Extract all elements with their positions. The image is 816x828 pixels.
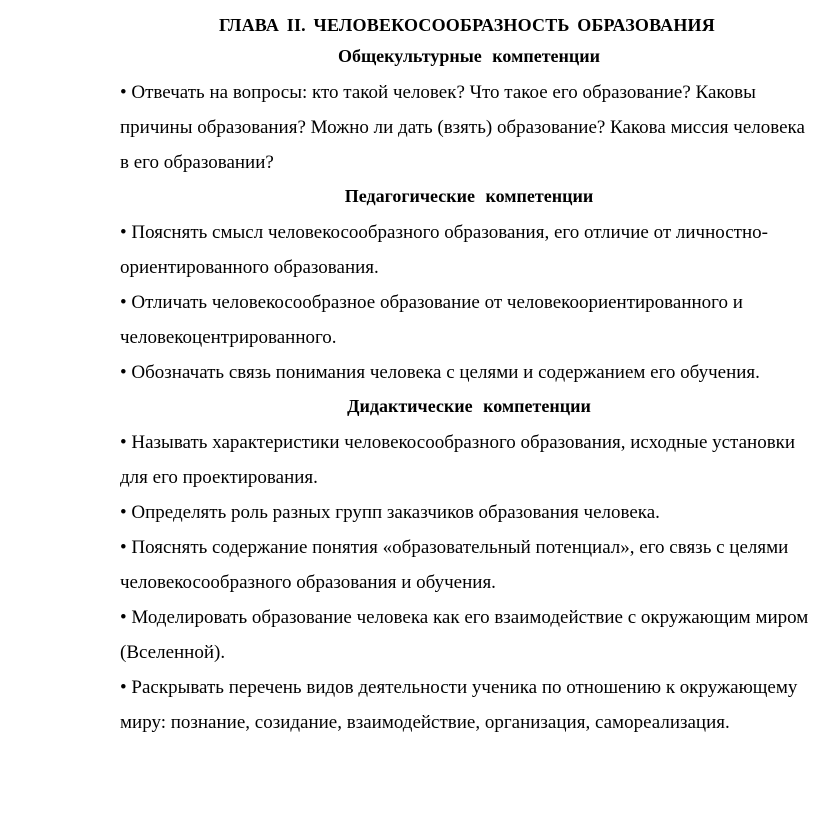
competence-item: • Отвечать на вопросы: кто такой человек? Что такое его образование? Каковы причины образования? Можно ли дать (взять) образование? Какова миссия человека в его образовании? [120,82,805,173]
competence-item: • Обозначать связь понимания человека с целями и содержанием его обучения. [120,362,760,383]
competence-item: • Моделировать образование человека как его взаимодействие с окружающим миром (Вселенной). [120,607,809,663]
competence-item: • Определять роль разных групп заказчиков образования человека. [120,502,660,523]
competence-item: • Пояснять содержание понятия «образовательный потенциал», его связь с целями человекосообразного образования и обучения. [120,537,789,593]
competence-item: • Пояснять смысл человекосообразного образования, его отличие от личностно-ориентированного образования. [120,222,768,278]
document-page [120,10,810,740]
competence-item: • Раскрывать перечень видов деятельности ученика по отношению к окружающему миру: познание, созидание, взаимодействие, организация, самореализация. [120,677,798,733]
competence-item: • Называть характеристики человекосообразного образования, исходные установки для его проектирования. [120,432,796,488]
competence-item: • Отличать человекосообразное образование от человекоориентированного и человекоцентрированного. [120,292,743,348]
section-heading-pedagogical: Педагогические компетенции [344,186,594,206]
chapter-title: ГЛАВА II. ЧЕЛОВЕКОСООБРАЗНОСТЬ ОБРАЗОВАНИЯ [219,15,715,35]
section-heading-didactic: Дидактические компетенции [347,396,591,416]
section-heading-general-cultural: Общекультурные компетенции [337,46,601,66]
